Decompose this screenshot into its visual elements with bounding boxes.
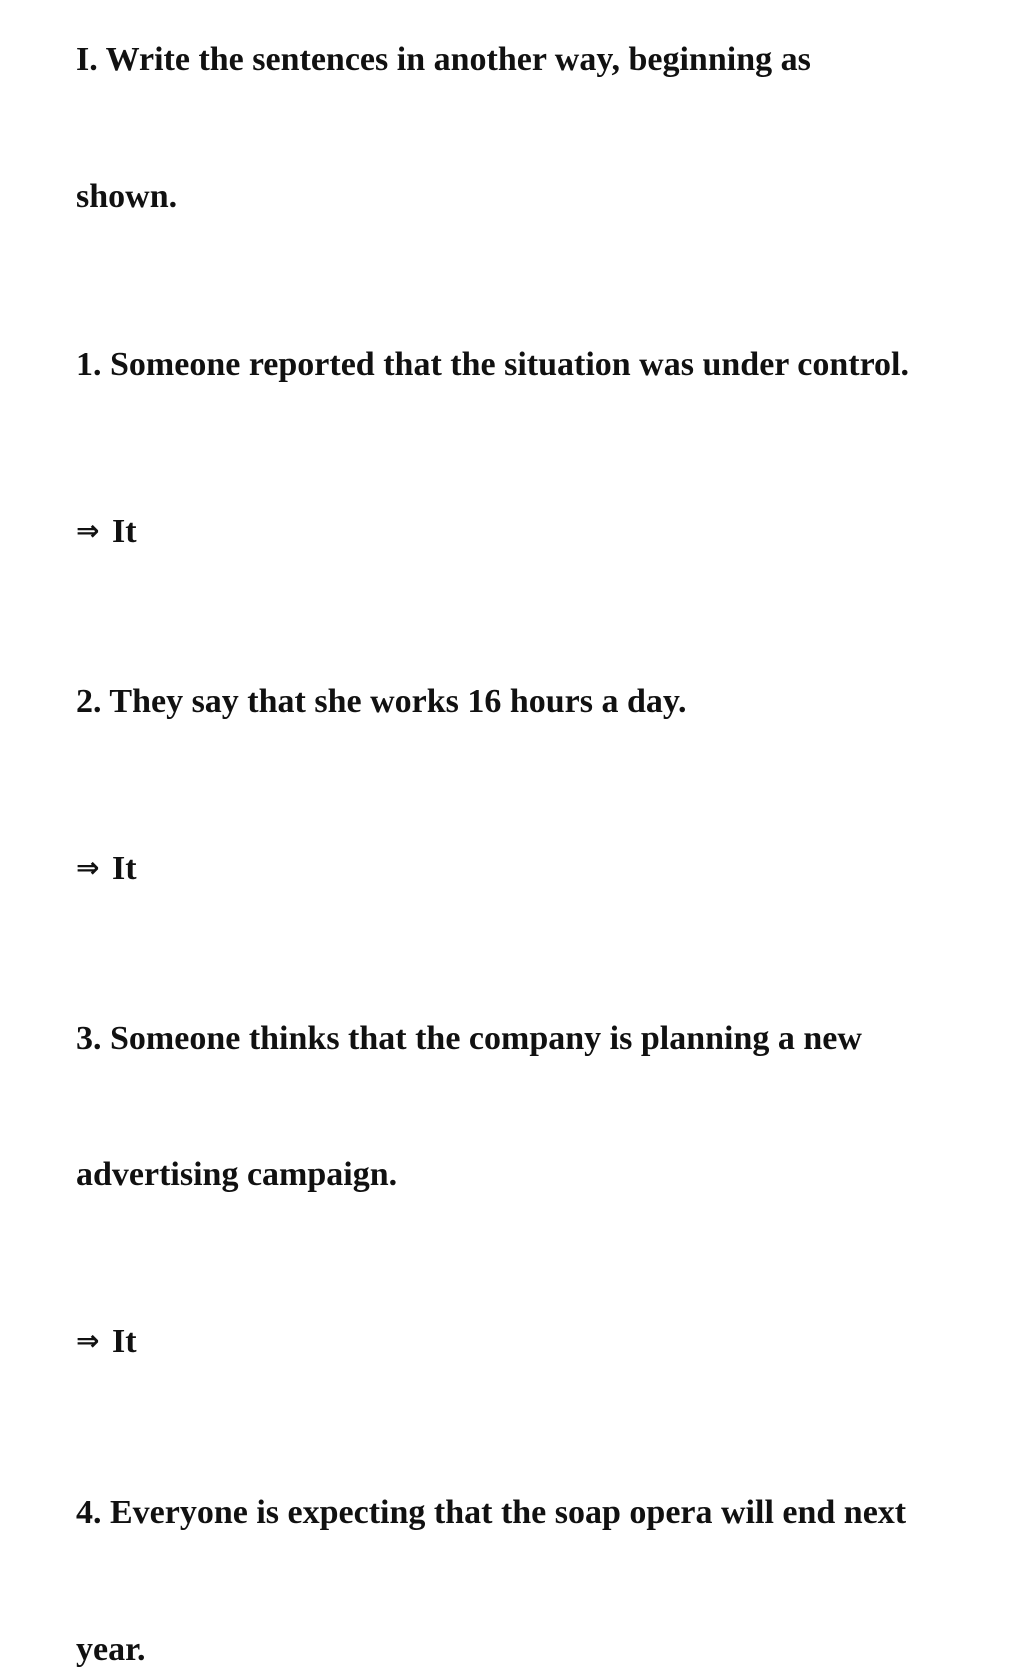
implies-arrow-icon: ⇒ bbox=[76, 851, 100, 884]
exercise-2-question: 2. They say that she works 16 hours a day. bbox=[76, 683, 687, 720]
section-heading-line-1: I. Write the sentences in another way, beginning as bbox=[76, 41, 811, 78]
exercise-1-answer-prefix: It bbox=[111, 513, 137, 550]
exercise-2-answer-prefix: It bbox=[111, 850, 137, 887]
implies-arrow-icon: ⇒ bbox=[76, 1324, 100, 1357]
exercise-3-answer bbox=[76, 1322, 137, 1363]
implies-arrow-icon: ⇒ bbox=[76, 514, 100, 547]
exercise-2-answer bbox=[76, 849, 137, 890]
exercise-1-question: 1. Someone reported that the situation was under control. bbox=[76, 346, 909, 383]
exercise-1-answer bbox=[76, 512, 137, 553]
section-heading-line-2: shown. bbox=[76, 178, 178, 215]
exercise-4-question-line-1: 4. Everyone is expecting that the soap opera will end next bbox=[76, 1494, 907, 1531]
exercise-4-question-line-2: year. bbox=[76, 1631, 146, 1668]
exercise-3-answer-prefix: It bbox=[111, 1323, 137, 1360]
exercise-3-question-line-1: 3. Someone thinks that the company is planning a new bbox=[76, 1020, 862, 1057]
exercise-3-question-line-2: advertising campaign. bbox=[76, 1156, 398, 1193]
